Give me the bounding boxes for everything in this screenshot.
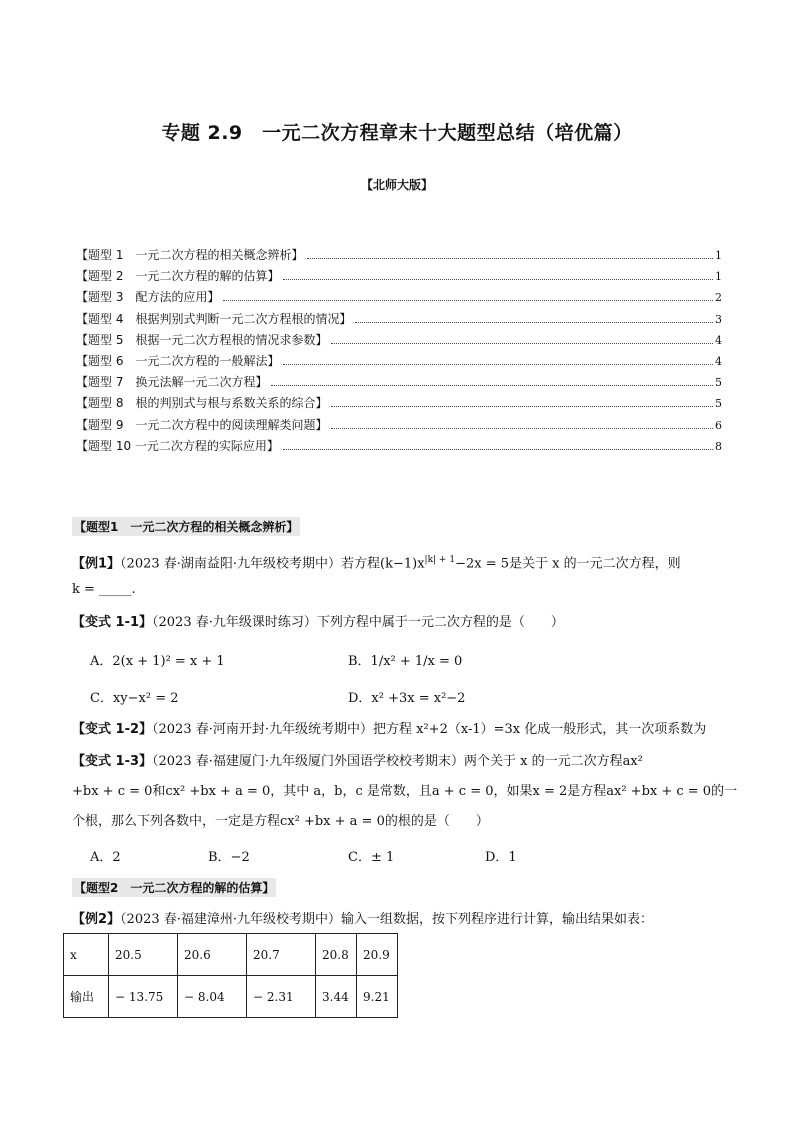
toc-item-label: 【题型 9 一元二次方程中的阅读理解类问题】 [76, 417, 328, 432]
toc-item[interactable] [76, 288, 722, 309]
toc-item-label: 【题型 7 换元法解一元二次方程】 [76, 375, 268, 390]
toc-item-page: 4 [715, 333, 722, 347]
table-cell: 20.6 [178, 934, 247, 976]
table-cell: 20.7 [247, 934, 316, 976]
table-cell: 20.8 [316, 934, 357, 976]
toc-item[interactable] [76, 310, 722, 331]
toc-item[interactable] [76, 394, 722, 415]
toc-item-label: 【题型 8 根的判别式与根与系数关系的综合】 [76, 396, 328, 411]
table-cell: − 8.04 [178, 976, 247, 1018]
table-row [64, 976, 398, 1018]
table-cell: 输出 [64, 976, 109, 1018]
variant-1-2-label: 【变式 1-2】 [72, 722, 153, 737]
example-2-text: （2023 春·福建漳州·九年级校考期中）输入一组数据，按下列程序进行计算，输出结果如表： [120, 912, 654, 927]
option-c: C．± 1 [348, 850, 395, 865]
variant-1-3-label: 【变式 1-3】 [72, 754, 153, 769]
example-1-exponent: |k| + 1 [424, 555, 456, 565]
section-heading-1: 【题型1 一元二次方程的相关概念辨析】 [72, 517, 300, 536]
toc-item-page: 8 [715, 439, 722, 453]
toc-leader [283, 279, 713, 280]
toc-item-page: 5 [715, 376, 722, 390]
toc-leader [331, 406, 713, 407]
table-cell: 20.5 [109, 934, 178, 976]
toc-leader [271, 385, 713, 386]
toc-item-label: 【题型 4 根据判别式判断一元二次方程根的情况】 [76, 311, 352, 326]
table-cell: − 2.31 [247, 976, 316, 1018]
variant-1-1-label: 【变式 1-1】 [72, 615, 153, 630]
example-1-label: 【例1】 [72, 556, 121, 572]
option-a: A．2(x + 1)² = x + 1 [90, 654, 225, 669]
toc-item-page: 5 [715, 397, 722, 411]
toc-leader [307, 258, 713, 259]
option-d: D．1 [485, 850, 517, 865]
toc-item[interactable] [76, 331, 722, 352]
variant-1-2 [72, 720, 732, 740]
toc-item-label: 【题型 6 一元二次方程的一般解法】 [76, 353, 280, 368]
example-1 [72, 550, 732, 574]
example-2-label: 【例2】 [72, 912, 121, 927]
option-a: A．2 [90, 850, 121, 865]
example-1-text: （2023 春·湖南益阳·九年级校考期中）若方程(k−1)x [120, 556, 425, 572]
toc-item[interactable] [76, 352, 722, 373]
toc-item-label: 【题型 5 根据一元二次方程根的情况求参数】 [76, 332, 328, 347]
option-b: B．1/x² + 1/x = 0 [348, 654, 463, 669]
toc-item[interactable] [76, 416, 722, 437]
variant-1-3-line-2: +bx + c = 0和cx² +bx + a = 0，其中 a，b，c 是常数，且a + c = 0，如果x = 2是方程ax² +bx + c = 0的一 [72, 784, 738, 799]
toc-item-page: 3 [715, 312, 722, 326]
toc-item-page: 1 [715, 249, 722, 262]
toc-leader [331, 428, 713, 429]
toc-item[interactable] [76, 246, 722, 267]
toc-leader [283, 449, 713, 450]
page-title: 专题 2.9 一元二次方程章末十大题型总结（培优篇） [161, 122, 633, 144]
variant-1-3-text: （2023 春·福建厦门·九年级厦门外国语学校校考期末）两个关于 x 的一元二次方程ax² [152, 754, 643, 769]
page-subtitle: 【北师大版】 [360, 178, 433, 192]
data-table [63, 933, 398, 1018]
toc-item[interactable] [76, 373, 722, 394]
toc-item-page: 1 [715, 270, 722, 284]
example-1-text-2: −2x = 5是关于 x 的一元二次方程，则 [455, 556, 681, 572]
toc-item-page: 6 [715, 418, 722, 432]
toc-leader [223, 300, 713, 301]
toc-leader [355, 322, 713, 323]
toc-item[interactable] [76, 437, 722, 458]
toc-item-page: 2 [715, 291, 722, 305]
table-cell: 9.21 [357, 976, 398, 1018]
example-2 [72, 910, 732, 930]
toc-item[interactable] [76, 267, 722, 288]
variant-1-1 [72, 613, 732, 633]
toc-item-label: 【题型 2 一元二次方程的解的估算】 [76, 269, 280, 284]
table-cell: 20.9 [357, 934, 398, 976]
toc-item-label: 【题型 1 一元二次方程的相关概念辨析】 [76, 248, 304, 262]
table-row [64, 934, 398, 976]
toc-leader [331, 343, 713, 344]
option-d: D．x² +3x = x²−2 [348, 691, 466, 706]
variant-1-1-text: （2023 春·九年级课时练习）下列方程中属于一元二次方程的是（ ） [152, 615, 564, 630]
example-1-line-2: k = _____. [72, 582, 136, 597]
variant-1-2-text: （2023 春·河南开封·九年级统考期中）把方程 x²+2（x-1）=3x 化成一般形式，其一次项系数为 [152, 722, 707, 737]
toc-leader [283, 364, 713, 365]
option-c: C．xy−x² = 2 [90, 691, 179, 706]
toc-item-label: 【题型 10 一元二次方程的实际应用】 [76, 438, 279, 453]
table-of-contents [76, 246, 722, 458]
variant-1-3-line-3: 个根，那么下列各数中，一定是方程cx² +bx + a = 0的根的是（ ） [72, 814, 489, 829]
toc-item-page: 4 [715, 354, 722, 368]
table-cell: − 13.75 [109, 976, 178, 1018]
toc-item-label: 【题型 3 配方法的应用】 [76, 290, 220, 305]
table-cell: 3.44 [316, 976, 357, 1018]
option-b: B．−2 [208, 850, 250, 865]
section-heading-2: 【题型2 一元二次方程的解的估算】 [72, 878, 276, 897]
table-cell: x [64, 934, 109, 976]
variant-1-3 [72, 752, 732, 772]
